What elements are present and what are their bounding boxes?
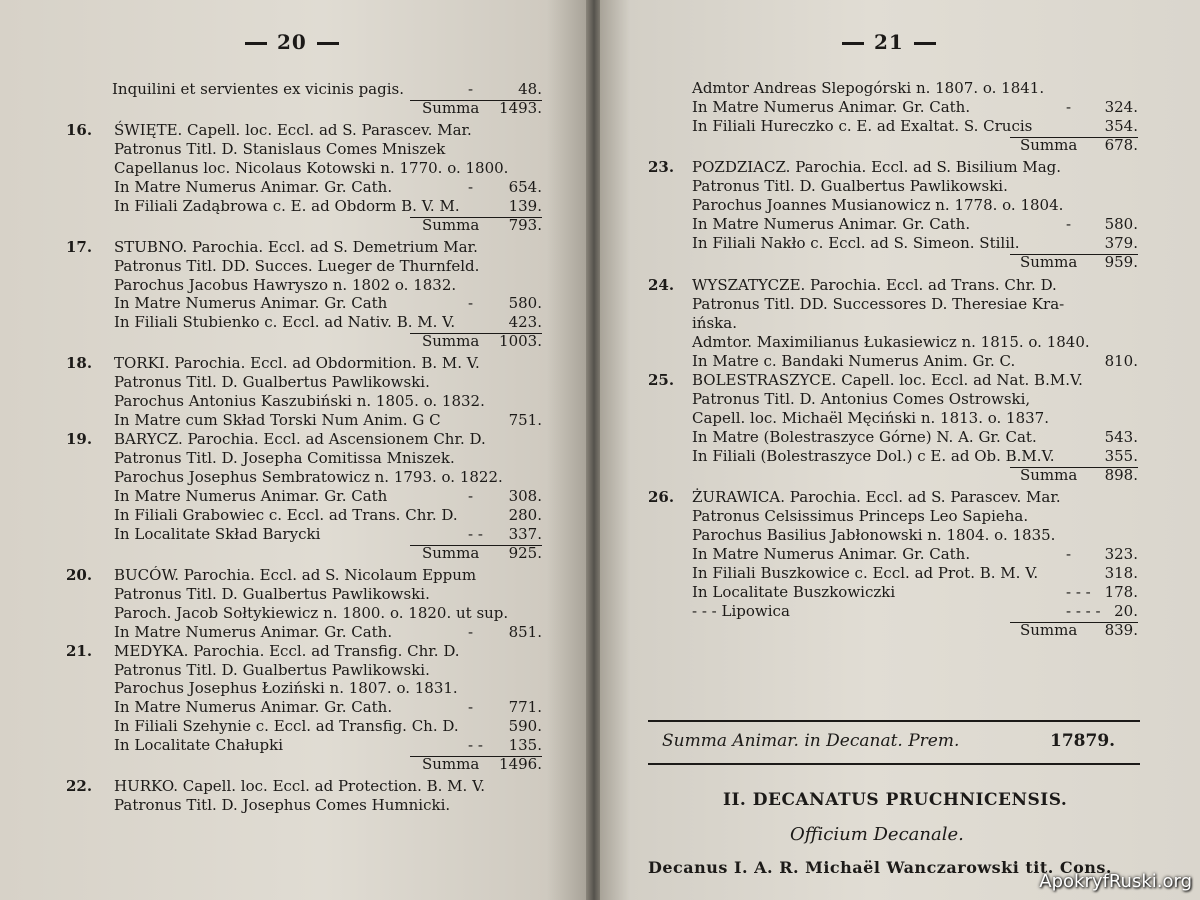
- entry-value: 280.: [508, 505, 542, 524]
- left-page-number: 20: [235, 30, 349, 54]
- entry-text: ŻURAWICA. Parochia. Eccl. ad S. Parascev. Mar.: [692, 488, 1061, 507]
- grand-total-label: Summa Animar. in Decanat. Prem.: [662, 731, 960, 751]
- right-page-number: 21: [832, 30, 946, 54]
- entry-text: Admtor. Maximilianus Łukasiewicz n. 1815. o. 1840.: [692, 332, 1090, 351]
- entry-text: Parochus Jacobus Hawryszo n. 1802 o. 1832.: [114, 275, 457, 294]
- summa-label: Summa: [1020, 253, 1078, 272]
- entry-text: In Matre Numerus Animar. Gr. Cath.: [114, 177, 393, 196]
- summa-value: 678.: [1104, 136, 1138, 155]
- entry-number: 22.: [66, 777, 93, 796]
- entry-text: Paroch. Jacob Sołtykiewicz n. 1800. o. 1820. ut sup.: [114, 603, 509, 622]
- entry-value: 654.: [508, 177, 542, 196]
- summa-value: 959.: [1104, 253, 1138, 272]
- summa-label: Summa: [1020, 466, 1078, 484]
- entry-number: 18.: [66, 354, 93, 373]
- entry-text: Admtor Andreas Slepogórski n. 1807. o. 1841.: [692, 79, 1045, 97]
- leader-dash: -: [468, 80, 474, 98]
- summa-label: Summa: [422, 215, 480, 234]
- entry-number: 25.: [648, 370, 675, 389]
- entry-text: Parochus Josephus Sembratowicz n. 1793. o. 1822.: [114, 468, 503, 486]
- entry-text: In Matre (Bolestraszyce Górne) N. A. Gr. Cat.: [692, 427, 1037, 446]
- entry-text: ińska.: [692, 313, 737, 332]
- entry-text: MEDYKA. Parochia. Eccl. ad Transfig. Chr. D.: [114, 641, 460, 660]
- leader-dash: - - -: [1066, 583, 1091, 602]
- entry-text: ŚWIĘTE. Capell. loc. Eccl. ad S. Parascev. Mar.: [114, 120, 472, 139]
- entry-text: Patronus Titl. D. Josepha Comitissa Mniszek.: [114, 449, 455, 468]
- entry-number: 17.: [66, 237, 93, 256]
- entry-value: 590.: [508, 717, 542, 736]
- leader-dash: -: [1066, 98, 1072, 117]
- leader-dash: -: [468, 486, 474, 505]
- grand-total-rule-bottom: [648, 763, 1140, 765]
- entry-number: 20.: [66, 565, 93, 584]
- leader-dash: - -: [468, 736, 483, 755]
- entry-value: 580.: [508, 294, 542, 313]
- leader-dash: -: [468, 698, 474, 717]
- leader-dash: -: [1066, 215, 1072, 234]
- entry-number: 24.: [648, 275, 675, 294]
- summa-value: 925.: [508, 543, 542, 562]
- leader-dash: - - - -: [1066, 602, 1101, 621]
- entry-value: 580.: [1104, 215, 1138, 234]
- entry-text: In Localitate Buszkowiczki: [692, 583, 896, 602]
- entry-text: Patronus Titl. DD. Succes. Lueger de Thurnfeld.: [114, 256, 480, 275]
- grand-total-rule: [648, 720, 1140, 722]
- entry-value: 308.: [508, 486, 542, 505]
- entry-text: In Filiali Nakło c. Eccl. ad S. Simeon. Stilil.: [692, 234, 1020, 253]
- entry-value: 324.: [1104, 98, 1138, 117]
- entry-text: Parochus Josephus Łoziński n. 1807. o. 1831.: [114, 679, 458, 698]
- watermark: ApokryfRuski.org: [1039, 871, 1192, 892]
- entry-text: Inquilini et servientes ex vicinis pagis.: [112, 80, 404, 98]
- entry-text: In Localitate Skład Barycki: [114, 524, 321, 543]
- entry-text: Patronus Titl. DD. Successores D. Theresiae Kra-: [692, 294, 1065, 313]
- entry-number: 19.: [66, 430, 93, 449]
- entry-value: 423.: [508, 313, 542, 332]
- entry-text: STUBNO. Parochia. Eccl. ad S. Demetrium Mar.: [114, 237, 478, 256]
- entry-text: Patronus Titl. D. Josephus Comes Humnicki.: [114, 796, 451, 815]
- entry-text: Patronus Titl. D. Gualbertus Pawlikowski.: [114, 584, 430, 603]
- summa-value: 793.: [508, 215, 542, 234]
- entry-text: Capellanus loc. Nicolaus Kotowski n. 1770. o. 1800.: [114, 158, 509, 177]
- leader-dash: -: [468, 294, 474, 313]
- entry-text: Patronus Titl. D. Gualbertus Pawlikowski.: [692, 177, 1008, 196]
- leader-dash: -: [1066, 545, 1072, 564]
- entry-text: In Filiali Szehynie c. Eccl. ad Transfig. Ch. D.: [114, 717, 459, 736]
- entry-number: 21.: [66, 641, 93, 660]
- entry-text: In Filiali Hureczko c. E. ad Exaltat. S. Crucis: [692, 117, 1033, 136]
- entry-text: Parochus Joannes Musianowicz n. 1778. o. 1804.: [692, 196, 1064, 215]
- entry-text: In Matre Numerus Animar. Gr. Cath.: [692, 98, 971, 117]
- entry-value: 543.: [1104, 427, 1138, 446]
- leader-dash: - -: [468, 524, 483, 543]
- entry-text: - - - Lipowica: [692, 602, 790, 621]
- summa-label: Summa: [422, 332, 480, 351]
- entry-number: 26.: [648, 488, 675, 507]
- summa-value: 839.: [1104, 621, 1138, 640]
- entry-text: Patronus Titl. D. Gualbertus Pawlikowski.: [114, 660, 430, 679]
- summa-value: 1496.: [499, 755, 542, 774]
- entry-text: In Filiali Stubienko c. Eccl. ad Nativ. B. M. V.: [114, 313, 456, 332]
- entry-value: 178.: [1104, 583, 1138, 602]
- summa-label: Summa: [422, 543, 480, 562]
- right-page: [600, 0, 1200, 900]
- entry-value: 851.: [508, 622, 542, 641]
- entry-text: BOLESTRASZYCE. Capell. loc. Eccl. ad Nat. B.M.V.: [692, 370, 1083, 389]
- entry-value: 379.: [1104, 234, 1138, 253]
- entry-text: In Filiali Zadąbrowa c. E. ad Obdorm B. V. M.: [114, 196, 460, 215]
- entry-text: Patronus Titl. D. Stanislaus Comes Mniszek: [114, 139, 446, 158]
- entry-text: In Matre Numerus Animar. Gr. Cath.: [114, 622, 393, 641]
- entry-text: In Localitate Chałupki: [114, 736, 284, 755]
- entry-text: TORKI. Parochia. Eccl. ad Obdormition. B. M. V.: [114, 354, 480, 373]
- entry-value: 318.: [1104, 564, 1138, 583]
- entry-text: In Matre Numerus Animar. Gr. Cath.: [114, 698, 393, 717]
- entry-text: POZDZIACZ. Parochia. Eccl. ad S. Bisilium Mag.: [692, 158, 1062, 177]
- entry-text: In Matre cum Skład Torski Num Anim. G C: [114, 411, 441, 430]
- summa-value: 1493.: [499, 98, 542, 117]
- grand-total-value: 17879.: [1050, 731, 1116, 751]
- entry-text: BUCÓW. Parochia. Eccl. ad S. Nicolaum Eppum: [114, 565, 477, 584]
- entry-value: 355.: [1104, 446, 1138, 465]
- section-heading: II. DECANATUS PRUCHNICENSIS.: [723, 790, 1068, 810]
- leader-dash: -: [468, 177, 474, 196]
- entry-number: 23.: [648, 158, 675, 177]
- entry-text: Patronus Titl. D. Gualbertus Pawlikowski.: [114, 373, 430, 392]
- entry-text: Parochus Antonius Kaszubiński n. 1805. o. 1832.: [114, 392, 485, 411]
- entry-value: 135.: [508, 736, 542, 755]
- entry-value: 810.: [1104, 351, 1138, 370]
- entry-text: In Filiali Buszkowice c. Eccl. ad Prot. B. M. V.: [692, 564, 1039, 583]
- entry-value: 751.: [508, 411, 542, 430]
- entry-value: 354.: [1104, 117, 1138, 136]
- entry-text: In Matre Numerus Animar. Gr. Cath: [114, 294, 388, 313]
- summa-label: Summa: [422, 755, 480, 774]
- entry-text: WYSZATYCZE. Parochia. Eccl. ad Trans. Chr. D.: [692, 275, 1057, 294]
- entry-value: 323.: [1104, 545, 1138, 564]
- summa-label: Summa: [1020, 136, 1078, 155]
- summa-label: Summa: [1020, 621, 1078, 640]
- officium-subheading: Officium Decanale.: [790, 824, 964, 845]
- entry-text: Patronus Celsissimus Princeps Leo Sapieha.: [692, 507, 1029, 526]
- entry-text: Parochus Basilius Jabłonowski n. 1804. o. 1835.: [692, 526, 1056, 545]
- entry-text: In Filiali (Bolestraszyce Dol.) c E. ad Ob. B.M.V.: [692, 446, 1055, 465]
- entry-text: Patronus Titl. D. Antonius Comes Ostrowski,: [692, 389, 1031, 408]
- entry-text: In Matre Numerus Animar. Gr. Cath.: [692, 215, 971, 234]
- entry-text: HURKO. Capell. loc. Eccl. ad Protection. B. M. V.: [114, 777, 486, 796]
- summa-value: 1003.: [499, 332, 542, 351]
- entry-value: 20.: [1114, 602, 1138, 621]
- entry-text: BARYCZ. Parochia. Eccl. ad Ascensionem Chr. D.: [114, 430, 486, 449]
- entry-value: 48.: [518, 80, 542, 98]
- entry-text: In Matre c. Bandaki Numerus Anim. Gr. C.: [692, 351, 1016, 370]
- summa-value: 898.: [1104, 466, 1138, 484]
- dean-line: Decanus I. A. R. Michaël Wanczarowski tit. Cons.: [648, 858, 1112, 877]
- leader-dash: -: [468, 622, 474, 641]
- entry-text: In Matre Numerus Animar. Gr. Cath: [114, 486, 388, 505]
- summa-label: Summa: [422, 98, 480, 117]
- entry-value: 139.: [508, 196, 542, 215]
- left-page: [0, 0, 588, 900]
- entry-number: 16.: [66, 120, 93, 139]
- entry-value: 337.: [508, 524, 542, 543]
- entry-value: 771.: [508, 698, 542, 717]
- entry-text: In Filiali Grabowiec c. Eccl. ad Trans. Chr. D.: [114, 505, 458, 524]
- entry-text: In Matre Numerus Animar. Gr. Cath.: [692, 545, 971, 564]
- entry-text: Capell. loc. Michaël Męciński n. 1813. o. 1837.: [692, 408, 1049, 427]
